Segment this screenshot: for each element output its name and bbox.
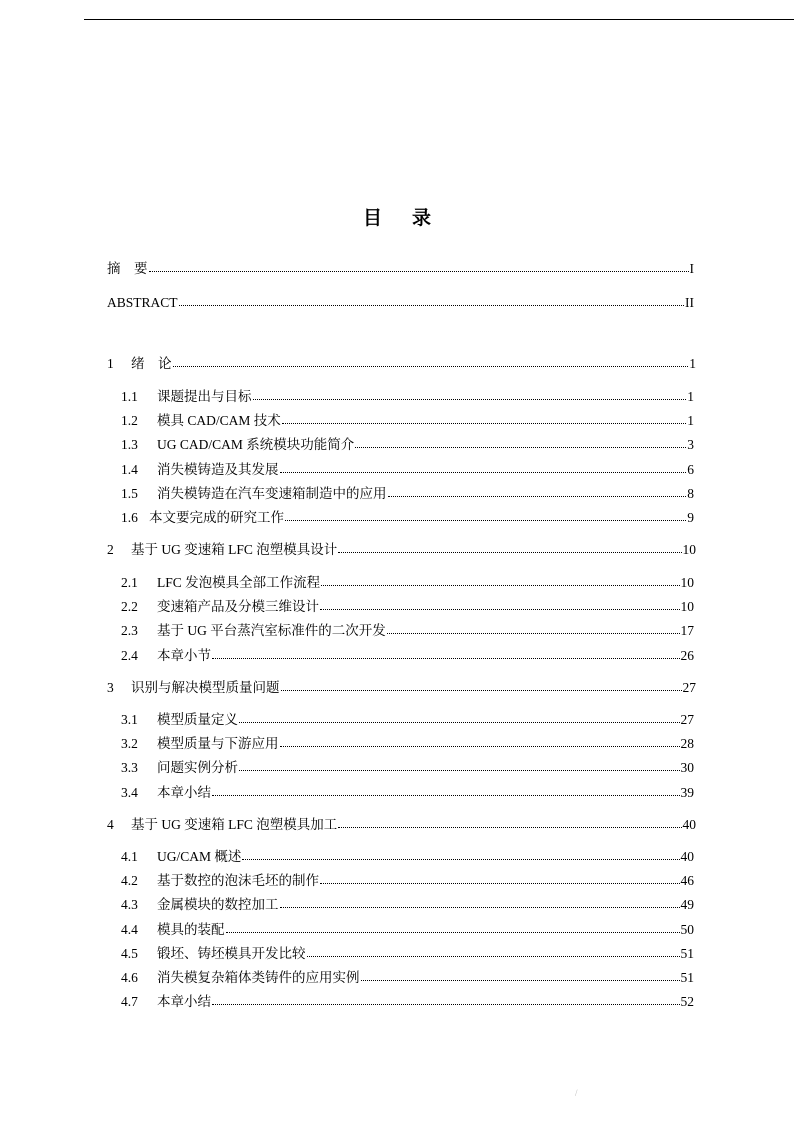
- dot-leader: [320, 598, 680, 610]
- toc-section-label: 问题实例分析: [157, 760, 238, 776]
- toc-front-matter-label: ABSTRACT: [107, 295, 178, 310]
- toc-section-number: 2.3: [121, 623, 138, 639]
- toc-chapter-page-number: 40: [682, 817, 696, 832]
- toc-section: [121, 462, 694, 478]
- toc-section-label: 消失模铸造及其发展: [157, 461, 279, 477]
- toc-section-title: [121, 413, 281, 429]
- toc-front-matter-title: [107, 261, 148, 277]
- toc-section-title: [121, 760, 238, 776]
- toc-section: [121, 946, 694, 962]
- dot-leader: [321, 574, 679, 586]
- toc-section-title: [121, 994, 211, 1010]
- toc-section: [121, 413, 694, 429]
- toc-chapter-label: 识别与解决模型质量问题: [131, 680, 280, 695]
- toc-section-label: 模具的装配: [157, 921, 225, 937]
- toc-section-page-number: 51: [680, 945, 694, 961]
- toc-section-page-number: 46: [680, 873, 694, 889]
- toc-section-title: [121, 623, 386, 639]
- toc-section-title: [121, 736, 279, 752]
- dot-leader: [179, 294, 684, 306]
- toc-chapter-page-number: 1: [689, 356, 696, 371]
- toc-section: [121, 970, 694, 986]
- toc-section: [121, 760, 694, 776]
- toc-section-title: [121, 648, 211, 664]
- dot-leader: [338, 541, 681, 553]
- toc-chapter-title: [107, 542, 337, 558]
- dot-leader: [253, 388, 687, 400]
- title-char-left: 目: [362, 208, 382, 229]
- toc-chapter-page-number: 10: [682, 542, 696, 557]
- toc-section-label: 变速箱产品及分模三维设计: [157, 599, 319, 615]
- title-char-right: 录: [412, 208, 432, 229]
- toc-section-number: 1.3: [121, 437, 138, 453]
- toc-front-matter-label: 摘 要: [107, 261, 148, 276]
- dot-leader: [281, 679, 682, 691]
- toc-section-label: LFC 发泡模具全部工作流程: [157, 575, 321, 590]
- toc-section-title: [121, 437, 354, 453]
- dot-leader: [282, 412, 686, 424]
- dot-leader: [280, 896, 680, 908]
- toc-section-page-number: 17: [680, 623, 694, 639]
- toc-chapter-number: 1: [107, 356, 114, 371]
- toc-section-label: UG CAD/CAM 系统模块功能简介: [157, 437, 355, 453]
- footer-mark: /: [575, 1088, 578, 1098]
- toc-chapter-title: [107, 680, 280, 696]
- toc-section-label: 基于数控的泡沫毛坯的制作: [157, 873, 319, 889]
- toc-section-number: 4.5: [121, 945, 138, 961]
- toc-section: [121, 873, 694, 889]
- toc-section-label: 模型质量与下游应用: [157, 736, 279, 752]
- toc-section: [121, 897, 694, 913]
- toc-section-label: 模型质量定义: [157, 712, 238, 727]
- toc-section-page-number: 10: [680, 599, 694, 615]
- toc-section-number: 4.6: [121, 970, 138, 985]
- toc-section-number: 2.2: [121, 599, 138, 615]
- toc-section-label: 本章小节: [157, 647, 211, 663]
- dot-leader: [280, 735, 680, 747]
- toc-section: [121, 736, 694, 752]
- page-title: [0, 203, 794, 230]
- toc-section-label: 消失模铸造在汽车变速箱制造中的应用: [157, 485, 387, 501]
- dot-leader: [355, 436, 686, 448]
- toc-section-number: 3.2: [121, 736, 138, 752]
- toc-section-number: 4.7: [121, 994, 138, 1010]
- toc-section-number: 2.4: [121, 647, 138, 663]
- toc-section-page-number: 8: [687, 485, 694, 501]
- dot-leader: [173, 355, 689, 367]
- toc-section-title: [121, 785, 211, 801]
- toc-section-title: [121, 849, 241, 865]
- toc-section-number: 3.1: [121, 712, 138, 727]
- toc-section-page-number: 30: [680, 760, 694, 776]
- dot-leader: [307, 945, 680, 957]
- toc-section: [121, 849, 694, 865]
- toc-section-title: [121, 712, 238, 728]
- toc-section: [121, 437, 694, 453]
- toc-section-number: 4.1: [121, 849, 138, 864]
- toc-section-number: 3.3: [121, 760, 138, 776]
- toc-front-matter: [107, 261, 694, 277]
- toc-section-number: 4.3: [121, 897, 138, 913]
- toc-section-title: [121, 970, 360, 986]
- toc-section-title: [121, 897, 279, 913]
- toc-section-page-number: 39: [680, 784, 694, 800]
- toc-section-title: [121, 922, 225, 938]
- toc-section-label: UG/CAM 概述: [157, 849, 242, 864]
- toc-section-label: 基于 UG 平台蒸汽室标准件的二次开发: [157, 623, 386, 639]
- toc-section-page-number: 50: [680, 921, 694, 937]
- dot-leader: [149, 260, 689, 272]
- toc-section-title: [121, 575, 320, 591]
- toc-section-number: 1.5: [121, 485, 138, 501]
- toc-section: [121, 599, 694, 615]
- toc-chapter: [107, 542, 696, 558]
- dot-leader: [212, 647, 680, 659]
- toc-section: [121, 785, 694, 801]
- toc-section-label: 本章小结: [157, 784, 211, 800]
- toc-section-number: 3.4: [121, 784, 138, 800]
- header-rule: [84, 19, 794, 20]
- dot-leader: [387, 622, 680, 634]
- toc-section-page-number: 1: [687, 389, 694, 404]
- toc-section-label: 本章小结: [157, 994, 211, 1010]
- toc-section-label: 金属模块的数控加工: [157, 897, 279, 913]
- toc-section-number: 1.4: [121, 461, 138, 477]
- toc-section-number: 4.2: [121, 873, 138, 889]
- toc-section-number: 2.1: [121, 575, 138, 590]
- toc-section-title: [121, 510, 284, 526]
- dot-leader: [212, 993, 680, 1005]
- toc-chapter-number: 2: [107, 542, 114, 557]
- toc-section-number: 1.1: [121, 389, 138, 404]
- dot-leader: [388, 485, 687, 497]
- toc-section-title: [121, 486, 387, 502]
- toc-section-number: 1.6: [121, 510, 138, 525]
- toc-section-page-number: 6: [687, 461, 694, 477]
- toc-section-page-number: 51: [680, 970, 694, 985]
- toc-section-title: [121, 389, 252, 405]
- toc-section-label: 课题提出与目标: [157, 389, 252, 404]
- toc-chapter-page-number: 27: [682, 680, 696, 695]
- dot-leader: [242, 848, 679, 860]
- toc-section: [121, 922, 694, 938]
- toc-section-page-number: 26: [680, 647, 694, 663]
- toc-section-page-number: 52: [680, 994, 694, 1010]
- toc-section-title: [121, 946, 306, 962]
- toc-section: [121, 623, 694, 639]
- toc-front-matter: [107, 295, 694, 311]
- toc-chapter-label: 基于 UG 变速箱 LFC 泡塑模具加工: [131, 817, 338, 832]
- toc-section-number: 1.2: [121, 413, 138, 429]
- toc-section-title: [121, 873, 319, 889]
- dot-leader: [280, 461, 687, 473]
- dot-leader: [226, 921, 680, 933]
- toc-section-page-number: 49: [680, 897, 694, 913]
- dot-leader: [320, 872, 680, 884]
- toc-section: [121, 648, 694, 664]
- toc-chapter-title: [107, 356, 172, 372]
- toc-chapter: [107, 817, 696, 833]
- toc-section-page-number: 1: [687, 413, 694, 429]
- toc-section: [121, 486, 694, 502]
- toc-front-matter-title: [107, 295, 178, 311]
- toc-section: [121, 994, 694, 1010]
- toc-section: [121, 575, 694, 591]
- dot-leader: [361, 969, 680, 981]
- toc-chapter-number: 3: [107, 680, 114, 695]
- dot-leader: [285, 509, 686, 521]
- toc-section: [121, 389, 694, 405]
- toc-section-page-number: 3: [687, 437, 694, 453]
- toc-section-title: [121, 599, 319, 615]
- toc-front-matter-page-number: II: [685, 295, 694, 310]
- toc-section-page-number: 9: [687, 510, 694, 525]
- toc-section-title: [121, 462, 279, 478]
- toc-section-label: 模具 CAD/CAM 技术: [157, 413, 281, 429]
- toc-chapter: [107, 356, 696, 372]
- toc-front-matter-page-number: I: [689, 261, 694, 276]
- toc-chapter: [107, 680, 696, 696]
- toc-chapter-title: [107, 817, 337, 833]
- toc-section-label: 本文要完成的研究工作: [149, 510, 284, 525]
- toc-section: [121, 510, 694, 526]
- toc-section-page-number: 27: [680, 712, 694, 727]
- toc-section-number: 4.4: [121, 921, 138, 937]
- toc-section-label: 锻坯、铸坯模具开发比较: [157, 945, 306, 961]
- dot-leader: [239, 711, 680, 723]
- toc-section: [121, 712, 694, 728]
- dot-leader: [338, 816, 681, 828]
- toc-section-page-number: 10: [680, 575, 694, 590]
- toc-chapter-number: 4: [107, 817, 114, 832]
- dot-leader: [239, 759, 680, 771]
- toc-section-page-number: 28: [680, 736, 694, 752]
- toc-section-page-number: 40: [680, 849, 694, 864]
- toc-chapter-label: 绪 论: [131, 356, 172, 371]
- toc-section-label: 消失模复杂箱体类铸件的应用实例: [157, 970, 360, 985]
- toc-chapter-label: 基于 UG 变速箱 LFC 泡塑模具设计: [131, 542, 338, 557]
- dot-leader: [212, 784, 680, 796]
